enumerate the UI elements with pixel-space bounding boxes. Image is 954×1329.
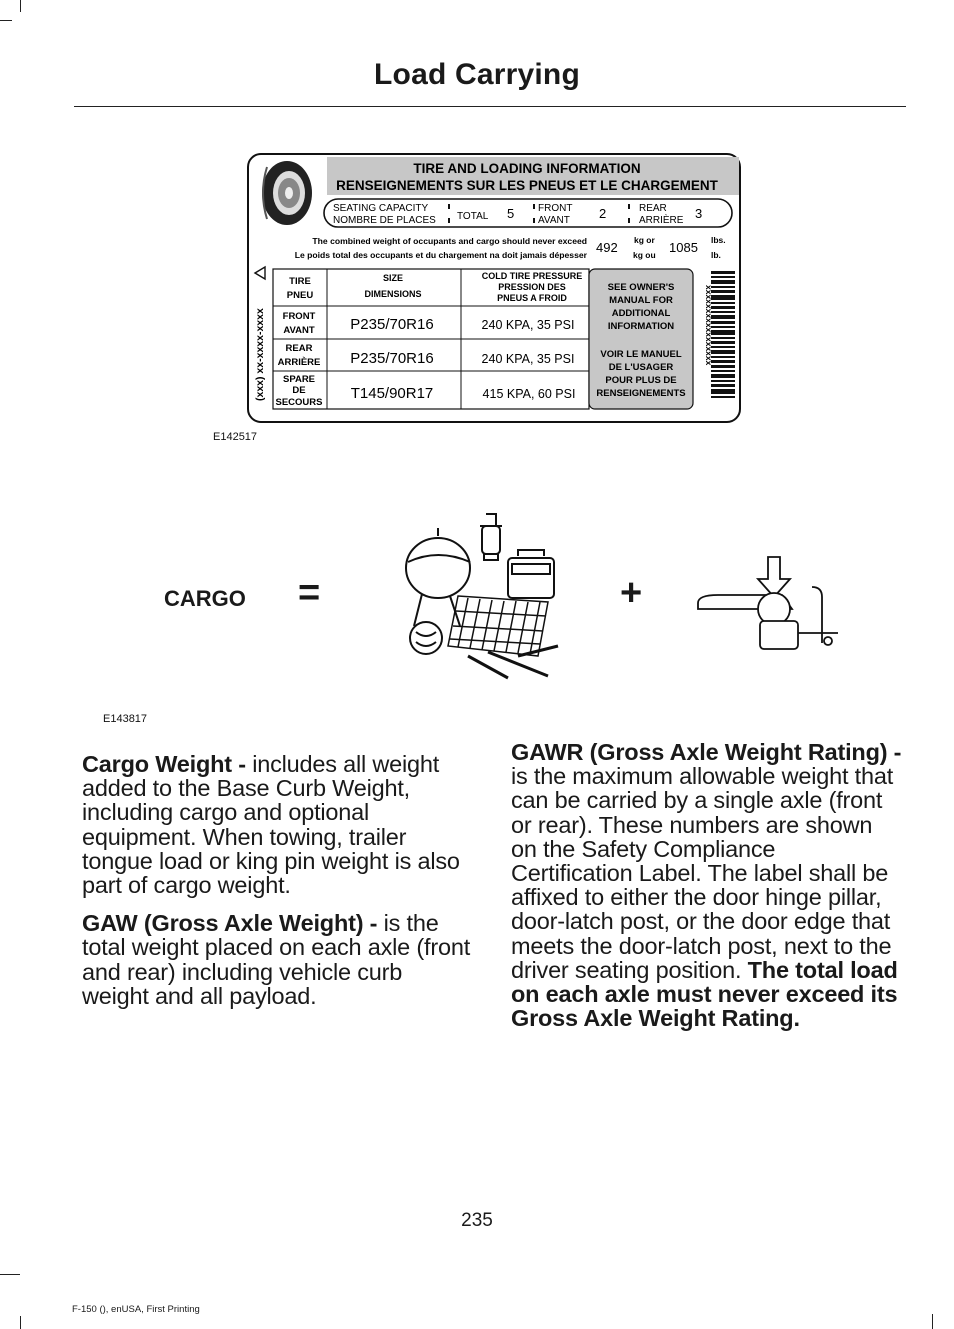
crop-mark [0, 20, 12, 21]
cargo-label: CARGO [164, 586, 246, 611]
hitch-weight-illustration [694, 555, 838, 659]
total-value: 5 [507, 206, 515, 221]
page-title: Load Carrying [374, 58, 580, 91]
row-spare-en: SPARE [282, 374, 316, 385]
gawr-warning: The total load on each axle must never exceed its Gross Axle Weight Rating. [511, 956, 898, 1032]
combined-weight-en: The combined weight of occupants and cargo should never exceed [312, 236, 587, 246]
row-front-en: FRONT [282, 311, 316, 322]
kg-value: 492 [596, 240, 618, 255]
row-front-pressure: 240 KPA, 35 PSI [481, 318, 575, 332]
barcode-bar [711, 384, 735, 387]
figure-id: E143817 [103, 713, 148, 725]
tire-loading-label [247, 153, 741, 423]
crop-mark [20, 0, 21, 12]
gaw-text: is the total weight placed on each axle (front and rear) including vehicle curb weight and all payload. [82, 910, 471, 1009]
barcode-bar [711, 396, 735, 398]
row-rear-pressure: 240 KPA, 35 PSI [481, 352, 575, 366]
col-pressure-fr-1: PRESSION DES [498, 282, 566, 292]
cargo-weight-text: includes all weight added to the Base Curb Weight, including cargo and optional equipment. When towing, trailer tongue load or king pin weight is also part of cargo weight. [82, 751, 460, 899]
figure-id: E142517 [213, 431, 258, 443]
footer-text: F-150 (), enUSA, First Printing [72, 1304, 200, 1315]
rear-label-fr: ARRIÈRE [639, 215, 684, 226]
see-manual-line-4: INFORMATION [607, 321, 675, 332]
row-spare-fr-2: SECOURS [275, 397, 323, 408]
cooler-icon [508, 550, 554, 598]
row-spare-size: T145/90R17 [350, 385, 434, 402]
definitions-left-column [82, 752, 472, 1022]
label-title-fr: RENSEIGNEMENTS SUR LES PNEUS ET LE CHARGEMENT [336, 178, 718, 193]
barcode-bar [711, 271, 735, 274]
col-pressure-fr-2: PNEUS A FROID [497, 293, 567, 303]
total-label: TOTAL [457, 211, 489, 222]
voir-manuel-line-1: VOIR LE MANUEL [600, 349, 682, 360]
utensils-icon [468, 646, 558, 678]
term-gaw: GAW (Gross Axle Weight) - [82, 910, 384, 937]
cargo-weight-definition [82, 752, 472, 897]
plus-sign: + [620, 572, 643, 614]
combined-weight-fr: Le poids total des occupants et du chargement na doit jamais dépesser [294, 250, 587, 260]
gawr-definition [511, 740, 903, 1030]
see-manual-line-3: ADDITIONAL [611, 308, 671, 319]
crop-mark [932, 1314, 933, 1329]
lb-value: 1085 [669, 240, 698, 255]
barcode-text: xxxxxxxxxxxxxxxxx [704, 285, 714, 366]
gawr-text: is the maximum allowable weight that can be carried by a single axle (front or rear). These numbers are shown on the Safety Compliance Certification Label. The label shall be affixed to either the door hinge pillar, door-latch post, or the door edge that meets the door-latch post, next to the driver seating position. [511, 763, 894, 983]
front-label-fr: AVANT [538, 215, 570, 226]
front-value: 2 [599, 206, 607, 221]
col-pressure-en: COLD TIRE PRESSURE [481, 271, 583, 281]
lb-unit-fr: lb. [711, 250, 721, 260]
col-size-en: SIZE [382, 273, 404, 283]
col-size-fr: DIMENSIONS [364, 289, 422, 299]
side-code: (xxx) xx-xxxx-xxxx [254, 308, 266, 401]
barcode-bar [711, 380, 735, 382]
col-tire-en: TIRE [289, 276, 311, 287]
voir-manuel-line-3: POUR PLUS DE [605, 375, 677, 386]
cargo-items-illustration [398, 506, 564, 682]
row-spare-pressure: 415 KPA, 60 PSI [482, 387, 576, 401]
lantern-icon [480, 514, 502, 560]
barcode-bar [711, 370, 735, 372]
tire-icon [261, 161, 317, 227]
row-rear-fr: ARRIÈRE [277, 357, 321, 368]
barcode-bar [711, 276, 735, 278]
page-number: 235 [461, 1210, 493, 1231]
row-front-fr: AVANT [283, 325, 315, 336]
term-cargo-weight: Cargo Weight - [82, 751, 253, 777]
kg-unit-fr: kg ou [633, 250, 656, 260]
triangle-icon [255, 267, 265, 279]
row-spare-fr-1: DE [292, 385, 306, 396]
grate-icon [448, 596, 548, 656]
equals-sign: = [298, 572, 321, 614]
voir-manuel-line-4: RENSEIGNEMENTS [596, 388, 686, 399]
barcode-bar [711, 374, 735, 378]
title-divider [74, 106, 906, 107]
definitions-right-column [511, 740, 903, 1044]
seating-label-fr: NOMBRE DE PLACES [333, 215, 436, 226]
lb-unit-en: lbs. [711, 235, 726, 245]
seating-label-en: SEATING CAPACITY [333, 203, 429, 214]
crop-mark [20, 1316, 21, 1329]
see-manual-line-2: MANUAL FOR [609, 295, 673, 306]
rear-value: 3 [695, 206, 703, 221]
rear-label-en: REAR [639, 203, 667, 214]
front-label-en: FRONT [538, 203, 573, 214]
row-rear-size: P235/70R16 [350, 350, 434, 367]
barcode-bar [711, 280, 735, 284]
row-rear-en: REAR [285, 343, 313, 354]
down-arrow-icon [758, 557, 790, 597]
label-title-en: TIRE AND LOADING INFORMATION [413, 161, 641, 176]
barcode-bar [711, 389, 735, 394]
see-manual-line-1: SEE OWNER'S [607, 282, 675, 293]
crop-mark [0, 1274, 20, 1275]
term-gawr: GAWR (Gross Axle Weight Rating) - [511, 739, 902, 765]
kg-unit-en: kg or [634, 235, 655, 245]
gaw-definition [82, 911, 472, 1008]
voir-manuel-line-2: DE L'USAGER [608, 362, 674, 373]
col-tire-fr: PNEU [286, 290, 314, 301]
row-front-size: P235/70R16 [350, 316, 434, 333]
barcode-bar [711, 365, 735, 368]
